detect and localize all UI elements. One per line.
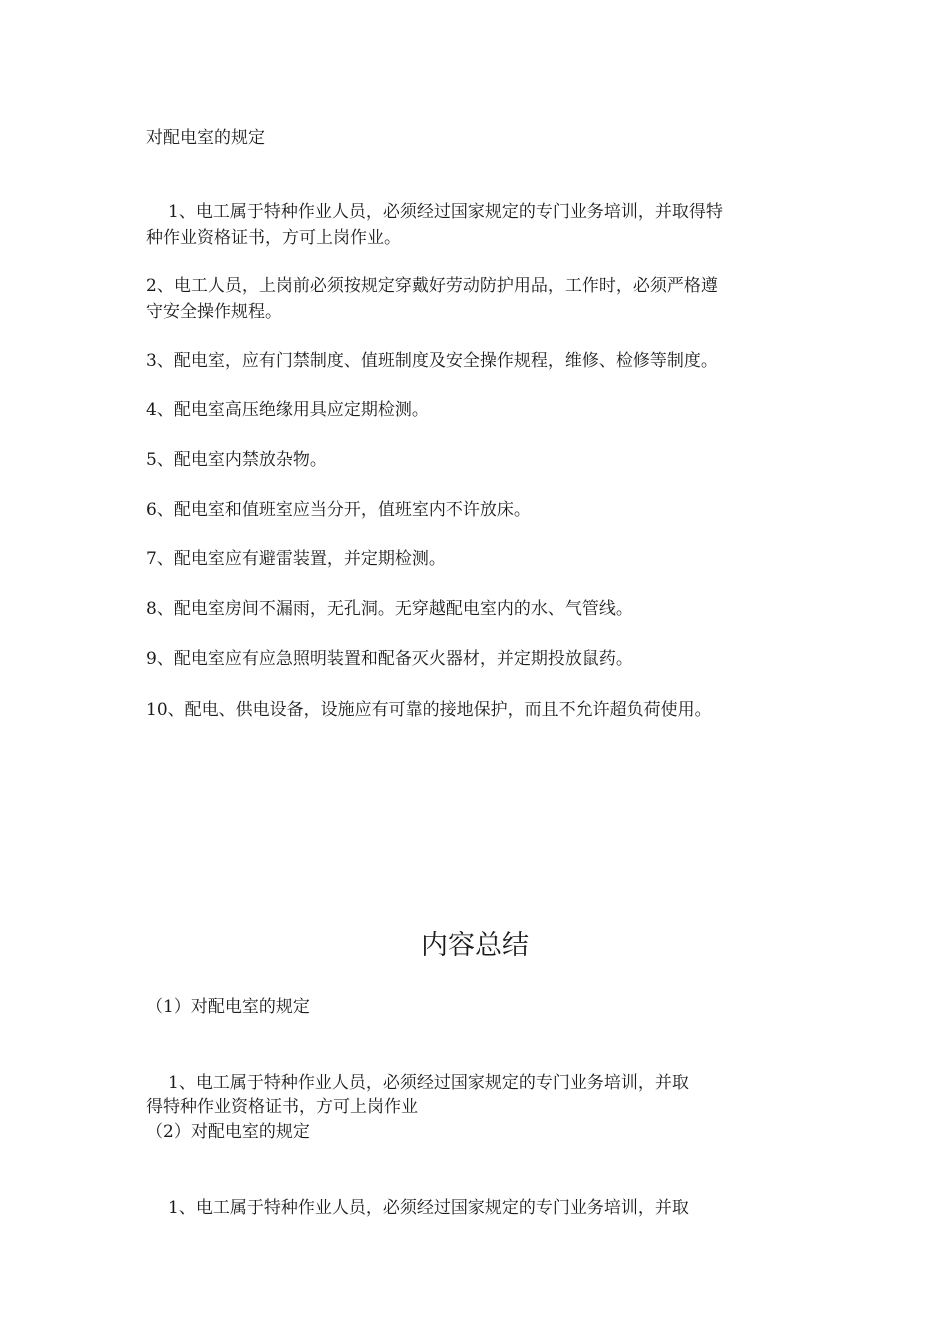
- rule-3: 3、配电室，应有门禁制度、值班制度及安全操作规程，维修、检修等制度。: [146, 351, 718, 371]
- summary-item-1-label: （1）对配电室的规定: [146, 997, 310, 1017]
- rule-9: 9、配电室应有应急照明装置和配备灭火器材，并定期投放鼠药。: [146, 649, 633, 669]
- rule-1-line-2: 种作业资格证书，方可上岗作业。: [146, 228, 401, 248]
- rule-10: 10、配电、供电设备，设施应有可靠的接地保护，而且不允许超负荷使用。: [146, 700, 712, 720]
- summary-item-2-label: （2）对配电室的规定: [146, 1122, 310, 1142]
- summary-item-2-line-1: 1、电工属于特种作业人员，必须经过国家规定的专门业务培训，并取: [168, 1198, 689, 1218]
- rule-2-line-2: 守安全操作规程。: [146, 302, 282, 322]
- rule-2-line-1: 2、电工人员，上岗前必须按规定穿戴好劳动防护用品，工作时，必须严格遵: [146, 276, 718, 296]
- rule-6: 6、配电室和值班室应当分开，值班室内不许放床。: [146, 500, 531, 520]
- rule-5: 5、配电室内禁放杂物。: [146, 450, 327, 470]
- rule-1-line-1: 1、电工属于特种作业人员，必须经过国家规定的专门业务培训，并取得特: [168, 202, 723, 222]
- summary-item-1-line-1: 1、电工属于特种作业人员，必须经过国家规定的专门业务培训，并取: [168, 1073, 689, 1093]
- rule-8: 8、配电室房间不漏雨，无孔洞。无穿越配电室内的水、气管线。: [146, 599, 633, 619]
- summary-item-1-line-2: 得特种作业资格证书，方可上岗作业: [146, 1097, 418, 1117]
- rule-7: 7、配电室应有避雷装置，并定期检测。: [146, 549, 446, 569]
- document-title: 对配电室的规定: [146, 128, 265, 148]
- rule-4: 4、配电室高压绝缘用具应定期检测。: [146, 400, 429, 420]
- summary-heading: 内容总结: [421, 930, 529, 961]
